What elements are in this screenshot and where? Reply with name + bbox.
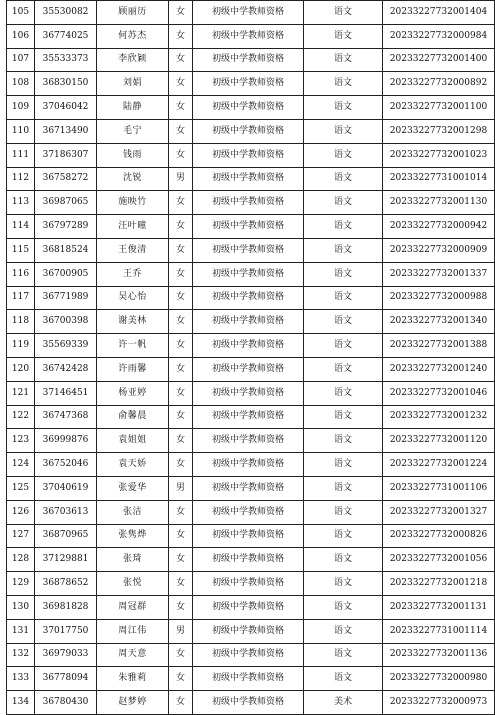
gender-cell: 女 xyxy=(169,595,193,619)
certificate-number-cell: 20233227732000826 xyxy=(383,524,495,548)
row-number-cell: 119 xyxy=(7,334,35,358)
table-row xyxy=(7,548,495,572)
document-page xyxy=(6,0,494,715)
certificate-type-cell: 初级中学教师资格 xyxy=(193,476,304,500)
certificate-number-cell: 20233227732000909 xyxy=(383,238,495,262)
candidate-name-cell: 汪叶曈 xyxy=(97,215,169,239)
subject-cell: 语文 xyxy=(304,453,383,477)
subject-cell: 语文 xyxy=(304,48,383,72)
gender-cell: 女 xyxy=(169,429,193,453)
gender-cell: 女 xyxy=(169,310,193,334)
table-row xyxy=(7,595,495,619)
candidate-id-cell: 36870965 xyxy=(35,524,97,548)
candidate-name-cell: 周江伟 xyxy=(97,619,169,643)
certificate-type-cell: 初级中学教师资格 xyxy=(193,357,304,381)
table-row xyxy=(7,310,495,334)
certificate-type-cell: 初级中学教师资格 xyxy=(193,334,304,358)
candidate-id-cell: 36987065 xyxy=(35,191,97,215)
roster-table-body xyxy=(7,1,495,715)
table-row xyxy=(7,96,495,120)
candidate-name-cell: 许雨馨 xyxy=(97,357,169,381)
candidate-name-cell: 袁天娇 xyxy=(97,453,169,477)
candidate-name-cell: 周冠群 xyxy=(97,595,169,619)
certificate-number-cell: 20233227731001114 xyxy=(383,619,495,643)
row-number-cell: 125 xyxy=(7,476,35,500)
gender-cell: 女 xyxy=(169,96,193,120)
row-number-cell: 128 xyxy=(7,548,35,572)
certificate-number-cell: 20233227732001120 xyxy=(383,429,495,453)
candidate-id-cell: 36703613 xyxy=(35,500,97,524)
certificate-number-cell: 20233227732001232 xyxy=(383,405,495,429)
subject-cell: 语文 xyxy=(304,524,383,548)
certificate-type-cell: 初级中学教师资格 xyxy=(193,262,304,286)
certificate-type-cell: 初级中学教师资格 xyxy=(193,191,304,215)
certificate-type-cell: 初级中学教师资格 xyxy=(193,24,304,48)
table-row xyxy=(7,24,495,48)
row-number-cell: 134 xyxy=(7,691,35,715)
candidate-name-cell: 顾丽历 xyxy=(97,1,169,25)
candidate-name-cell: 王乔 xyxy=(97,262,169,286)
candidate-name-cell: 袁姐姐 xyxy=(97,429,169,453)
candidate-id-cell: 36818524 xyxy=(35,238,97,262)
table-row xyxy=(7,619,495,643)
certificate-number-cell: 20233227732000942 xyxy=(383,215,495,239)
table-row xyxy=(7,143,495,167)
row-number-cell: 106 xyxy=(7,24,35,48)
row-number-cell: 107 xyxy=(7,48,35,72)
candidate-id-cell: 36752046 xyxy=(35,453,97,477)
certificate-type-cell: 初级中学教师资格 xyxy=(193,96,304,120)
gender-cell: 男 xyxy=(169,167,193,191)
certificate-type-cell: 初级中学教师资格 xyxy=(193,429,304,453)
candidate-name-cell: 毛宁 xyxy=(97,119,169,143)
candidate-id-cell: 36999876 xyxy=(35,429,97,453)
gender-cell: 男 xyxy=(169,476,193,500)
table-row xyxy=(7,238,495,262)
certificate-type-cell: 初级中学教师资格 xyxy=(193,572,304,596)
row-number-cell: 108 xyxy=(7,72,35,96)
certificate-type-cell: 初级中学教师资格 xyxy=(193,524,304,548)
table-row xyxy=(7,453,495,477)
row-number-cell: 110 xyxy=(7,119,35,143)
candidate-name-cell: 沈锐 xyxy=(97,167,169,191)
row-number-cell: 109 xyxy=(7,96,35,120)
candidate-id-cell: 35530082 xyxy=(35,1,97,25)
candidate-name-cell: 张洁 xyxy=(97,500,169,524)
table-row xyxy=(7,286,495,310)
certificate-type-cell: 初级中学教师资格 xyxy=(193,667,304,691)
table-row xyxy=(7,476,495,500)
subject-cell: 语文 xyxy=(304,381,383,405)
subject-cell: 语文 xyxy=(304,548,383,572)
table-row xyxy=(7,72,495,96)
certificate-type-cell: 初级中学教师资格 xyxy=(193,595,304,619)
certificate-number-cell: 20233227732001136 xyxy=(383,643,495,667)
table-row xyxy=(7,405,495,429)
certificate-type-cell: 初级中学教师资格 xyxy=(193,1,304,25)
candidate-id-cell: 36742428 xyxy=(35,357,97,381)
candidate-name-cell: 张爱华 xyxy=(97,476,169,500)
table-row xyxy=(7,667,495,691)
certificate-number-cell: 20233227732001224 xyxy=(383,453,495,477)
candidate-name-cell: 谢美林 xyxy=(97,310,169,334)
row-number-cell: 118 xyxy=(7,310,35,334)
candidate-id-cell: 36713490 xyxy=(35,119,97,143)
certificate-number-cell: 20233227732001240 xyxy=(383,357,495,381)
candidate-name-cell: 吴心怡 xyxy=(97,286,169,310)
candidate-id-cell: 36778094 xyxy=(35,667,97,691)
table-row xyxy=(7,262,495,286)
gender-cell: 女 xyxy=(169,691,193,715)
subject-cell: 语文 xyxy=(304,286,383,310)
row-number-cell: 113 xyxy=(7,191,35,215)
certificate-number-cell: 20233227732001023 xyxy=(383,143,495,167)
certificate-type-cell: 初级中学教师资格 xyxy=(193,48,304,72)
subject-cell: 语文 xyxy=(304,215,383,239)
candidate-id-cell: 35569339 xyxy=(35,334,97,358)
certificate-number-cell: 20233227731001106 xyxy=(383,476,495,500)
certificate-type-cell: 初级中学教师资格 xyxy=(193,310,304,334)
candidate-name-cell: 陆静 xyxy=(97,96,169,120)
candidate-id-cell: 36771989 xyxy=(35,286,97,310)
candidate-name-cell: 钱雨 xyxy=(97,143,169,167)
certificate-type-cell: 初级中学教师资格 xyxy=(193,167,304,191)
row-number-cell: 132 xyxy=(7,643,35,667)
table-row xyxy=(7,524,495,548)
certificate-number-cell: 20233227732001218 xyxy=(383,572,495,596)
gender-cell: 女 xyxy=(169,191,193,215)
table-row xyxy=(7,429,495,453)
certificate-type-cell: 初级中学教师资格 xyxy=(193,643,304,667)
certificate-type-cell: 初级中学教师资格 xyxy=(193,381,304,405)
subject-cell: 语文 xyxy=(304,429,383,453)
candidate-name-cell: 许一帆 xyxy=(97,334,169,358)
gender-cell: 女 xyxy=(169,286,193,310)
gender-cell: 女 xyxy=(169,48,193,72)
subject-cell: 语文 xyxy=(304,643,383,667)
subject-cell: 语文 xyxy=(304,191,383,215)
gender-cell: 女 xyxy=(169,24,193,48)
row-number-cell: 124 xyxy=(7,453,35,477)
certificate-number-cell: 20233227732000892 xyxy=(383,72,495,96)
certificate-type-cell: 初级中学教师资格 xyxy=(193,72,304,96)
candidate-name-cell: 张隽烨 xyxy=(97,524,169,548)
certificate-number-cell: 20233227732001388 xyxy=(383,334,495,358)
table-row xyxy=(7,572,495,596)
candidate-name-cell: 杨亚婷 xyxy=(97,381,169,405)
candidate-id-cell: 37040619 xyxy=(35,476,97,500)
certificate-type-cell: 初级中学教师资格 xyxy=(193,453,304,477)
certificate-number-cell: 20233227732001298 xyxy=(383,119,495,143)
table-row xyxy=(7,334,495,358)
row-number-cell: 123 xyxy=(7,429,35,453)
subject-cell: 语文 xyxy=(304,167,383,191)
candidate-name-cell: 王俊清 xyxy=(97,238,169,262)
certificate-number-cell: 20233227732000988 xyxy=(383,286,495,310)
candidate-id-cell: 36758272 xyxy=(35,167,97,191)
subject-cell: 语文 xyxy=(304,262,383,286)
candidate-name-cell: 赵梦婷 xyxy=(97,691,169,715)
certificate-number-cell: 20233227731001014 xyxy=(383,167,495,191)
roster-table xyxy=(6,0,495,715)
subject-cell: 语文 xyxy=(304,667,383,691)
candidate-id-cell: 36878652 xyxy=(35,572,97,596)
candidate-id-cell: 36981828 xyxy=(35,595,97,619)
candidate-name-cell: 张悦 xyxy=(97,572,169,596)
subject-cell: 语文 xyxy=(304,1,383,25)
certificate-type-cell: 初级中学教师资格 xyxy=(193,405,304,429)
gender-cell: 男 xyxy=(169,619,193,643)
table-row xyxy=(7,167,495,191)
row-number-cell: 116 xyxy=(7,262,35,286)
candidate-id-cell: 36780430 xyxy=(35,691,97,715)
candidate-name-cell: 周天意 xyxy=(97,643,169,667)
gender-cell: 女 xyxy=(169,381,193,405)
candidate-id-cell: 37046042 xyxy=(35,96,97,120)
certificate-type-cell: 初级中学教师资格 xyxy=(193,500,304,524)
gender-cell: 女 xyxy=(169,572,193,596)
candidate-name-cell: 李欣颖 xyxy=(97,48,169,72)
gender-cell: 女 xyxy=(169,334,193,358)
table-row xyxy=(7,691,495,715)
certificate-number-cell: 20233227732001400 xyxy=(383,48,495,72)
table-row xyxy=(7,381,495,405)
candidate-name-cell: 朱雅莉 xyxy=(97,667,169,691)
gender-cell: 女 xyxy=(169,500,193,524)
certificate-number-cell: 20233227732001327 xyxy=(383,500,495,524)
certificate-number-cell: 20233227732001130 xyxy=(383,191,495,215)
subject-cell: 语文 xyxy=(304,96,383,120)
table-row xyxy=(7,357,495,381)
row-number-cell: 133 xyxy=(7,667,35,691)
subject-cell: 语文 xyxy=(304,405,383,429)
subject-cell: 语文 xyxy=(304,143,383,167)
certificate-number-cell: 20233227732001337 xyxy=(383,262,495,286)
gender-cell: 女 xyxy=(169,357,193,381)
certificate-number-cell: 20233227732001100 xyxy=(383,96,495,120)
candidate-id-cell: 37129881 xyxy=(35,548,97,572)
subject-cell: 语文 xyxy=(304,357,383,381)
candidate-id-cell: 36774025 xyxy=(35,24,97,48)
candidate-id-cell: 35533373 xyxy=(35,48,97,72)
subject-cell: 语文 xyxy=(304,310,383,334)
subject-cell: 语文 xyxy=(304,476,383,500)
certificate-type-cell: 初级中学教师资格 xyxy=(193,238,304,262)
candidate-id-cell: 37146451 xyxy=(35,381,97,405)
subject-cell: 语文 xyxy=(304,238,383,262)
candidate-name-cell: 刘娟 xyxy=(97,72,169,96)
subject-cell: 语文 xyxy=(304,595,383,619)
row-number-cell: 115 xyxy=(7,238,35,262)
gender-cell: 女 xyxy=(169,643,193,667)
certificate-number-cell: 20233227732000973 xyxy=(383,691,495,715)
certificate-number-cell: 20233227732001056 xyxy=(383,548,495,572)
subject-cell: 语文 xyxy=(304,72,383,96)
certificate-number-cell: 20233227732001131 xyxy=(383,595,495,619)
gender-cell: 女 xyxy=(169,667,193,691)
row-number-cell: 129 xyxy=(7,572,35,596)
candidate-id-cell: 37186307 xyxy=(35,143,97,167)
subject-cell: 语文 xyxy=(304,334,383,358)
gender-cell: 女 xyxy=(169,453,193,477)
table-row xyxy=(7,119,495,143)
row-number-cell: 114 xyxy=(7,215,35,239)
certificate-type-cell: 初级中学教师资格 xyxy=(193,619,304,643)
candidate-id-cell: 36700905 xyxy=(35,262,97,286)
table-row xyxy=(7,191,495,215)
gender-cell: 女 xyxy=(169,405,193,429)
subject-cell: 美术 xyxy=(304,691,383,715)
subject-cell: 语文 xyxy=(304,572,383,596)
gender-cell: 女 xyxy=(169,238,193,262)
row-number-cell: 121 xyxy=(7,381,35,405)
table-row xyxy=(7,1,495,25)
gender-cell: 女 xyxy=(169,72,193,96)
subject-cell: 语文 xyxy=(304,500,383,524)
candidate-id-cell: 36797289 xyxy=(35,215,97,239)
gender-cell: 女 xyxy=(169,524,193,548)
gender-cell: 女 xyxy=(169,119,193,143)
certificate-number-cell: 20233227732001340 xyxy=(383,310,495,334)
row-number-cell: 117 xyxy=(7,286,35,310)
candidate-name-cell: 何苏杰 xyxy=(97,24,169,48)
gender-cell: 女 xyxy=(169,143,193,167)
row-number-cell: 127 xyxy=(7,524,35,548)
candidate-name-cell: 俞馨晨 xyxy=(97,405,169,429)
candidate-id-cell: 36830150 xyxy=(35,72,97,96)
row-number-cell: 126 xyxy=(7,500,35,524)
row-number-cell: 130 xyxy=(7,595,35,619)
gender-cell: 女 xyxy=(169,262,193,286)
certificate-type-cell: 初级中学教师资格 xyxy=(193,548,304,572)
row-number-cell: 112 xyxy=(7,167,35,191)
table-row xyxy=(7,500,495,524)
certificate-type-cell: 初级中学教师资格 xyxy=(193,286,304,310)
row-number-cell: 111 xyxy=(7,143,35,167)
certificate-number-cell: 20233227732000984 xyxy=(383,24,495,48)
subject-cell: 语文 xyxy=(304,24,383,48)
table-row xyxy=(7,215,495,239)
certificate-number-cell: 20233227732000980 xyxy=(383,667,495,691)
candidate-id-cell: 37017750 xyxy=(35,619,97,643)
candidate-id-cell: 36979033 xyxy=(35,643,97,667)
gender-cell: 女 xyxy=(169,1,193,25)
subject-cell: 语文 xyxy=(304,119,383,143)
certificate-type-cell: 初级中学教师资格 xyxy=(193,215,304,239)
row-number-cell: 122 xyxy=(7,405,35,429)
certificate-type-cell: 初级中学教师资格 xyxy=(193,143,304,167)
certificate-type-cell: 初级中学教师资格 xyxy=(193,691,304,715)
certificate-number-cell: 20233227732001046 xyxy=(383,381,495,405)
row-number-cell: 105 xyxy=(7,1,35,25)
gender-cell: 女 xyxy=(169,548,193,572)
gender-cell: 女 xyxy=(169,215,193,239)
candidate-name-cell: 施映竹 xyxy=(97,191,169,215)
candidate-id-cell: 36747368 xyxy=(35,405,97,429)
candidate-name-cell: 张琦 xyxy=(97,548,169,572)
table-row xyxy=(7,48,495,72)
candidate-id-cell: 36700398 xyxy=(35,310,97,334)
certificate-number-cell: 20233227732001404 xyxy=(383,1,495,25)
table-row xyxy=(7,643,495,667)
row-number-cell: 120 xyxy=(7,357,35,381)
certificate-type-cell: 初级中学教师资格 xyxy=(193,119,304,143)
row-number-cell: 131 xyxy=(7,619,35,643)
subject-cell: 语文 xyxy=(304,619,383,643)
